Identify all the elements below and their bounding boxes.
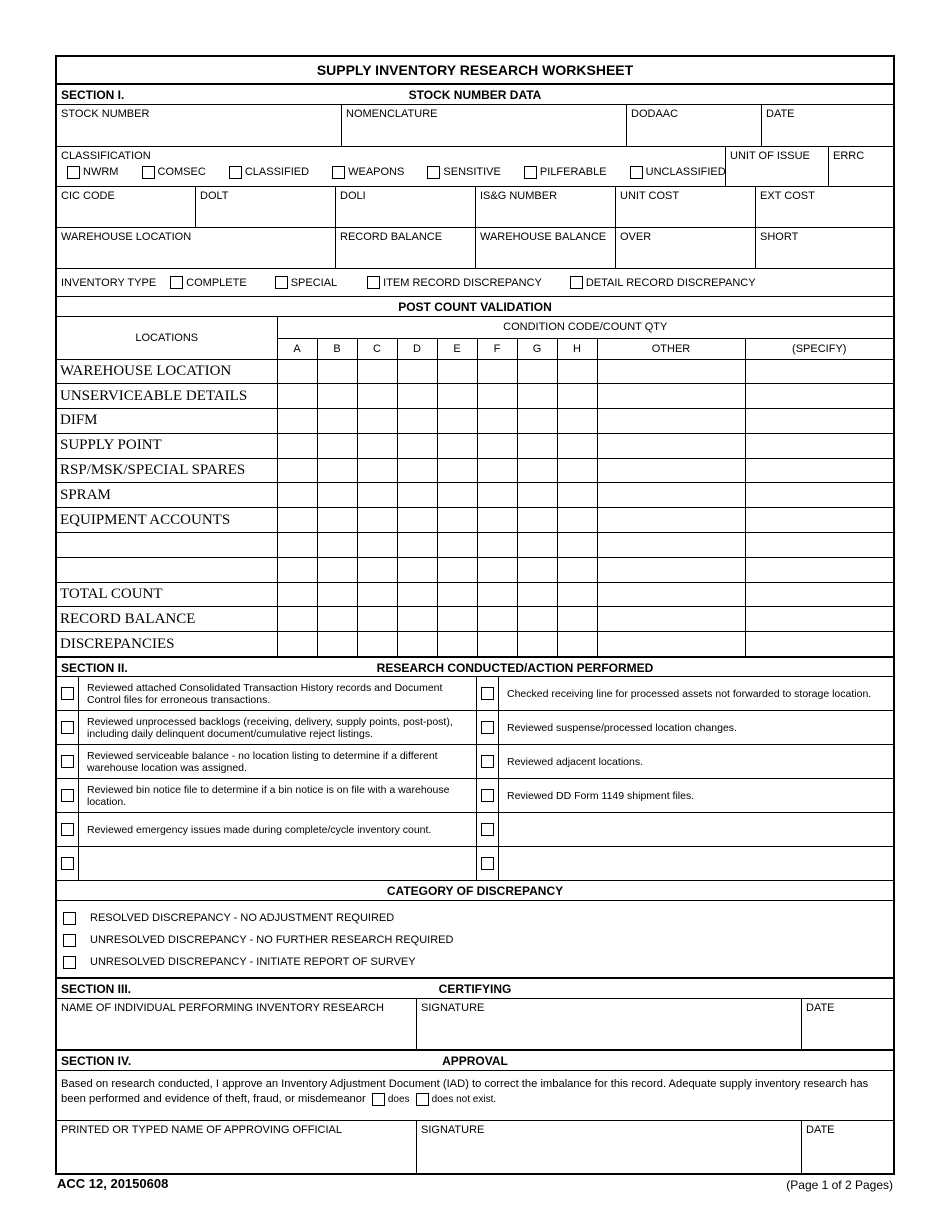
count-cell[interactable]	[477, 557, 517, 582]
isg-number-field[interactable]: IS&G NUMBER	[476, 187, 616, 227]
count-cell[interactable]	[317, 508, 357, 533]
location-label: WAREHOUSE LOCATION	[57, 359, 277, 384]
classification-option[interactable]: PILFERABLE	[524, 166, 607, 179]
count-cell[interactable]	[745, 483, 893, 508]
count-cell[interactable]	[357, 359, 397, 384]
category-header	[57, 881, 893, 901]
stock-number-field[interactable]: STOCK NUMBER	[57, 105, 342, 146]
research-checkbox[interactable]	[57, 779, 79, 812]
count-cell[interactable]	[557, 359, 597, 384]
does-not-checkbox-icon[interactable]	[416, 1093, 429, 1106]
checkbox-icon[interactable]	[63, 956, 76, 969]
warehouse-location-field[interactable]: WAREHOUSE LOCATION	[57, 228, 336, 268]
research-item-left: Reviewed bin notice file to determine if a bin notice is on file with a warehouse location.	[79, 779, 477, 812]
count-cell[interactable]	[357, 409, 397, 434]
checkbox-icon[interactable]	[61, 721, 74, 734]
section-3-title: CERTIFYING	[438, 982, 512, 997]
checkbox-icon[interactable]	[481, 823, 494, 836]
count-row	[57, 508, 893, 533]
count-cell[interactable]	[277, 433, 317, 458]
count-cell[interactable]	[317, 533, 357, 558]
checkbox-icon[interactable]	[63, 934, 76, 947]
count-cell[interactable]	[597, 384, 745, 409]
count-cell[interactable]	[517, 409, 557, 434]
column-header: A	[277, 338, 317, 359]
count-cell[interactable]	[745, 384, 893, 409]
unit-of-issue-field[interactable]: UNIT OF ISSUE	[726, 147, 829, 186]
over-field[interactable]: OVER	[616, 228, 756, 268]
approver-name-field[interactable]: PRINTED OR TYPED NAME OF APPROVING OFFICIAL	[57, 1121, 417, 1173]
ext-cost-field[interactable]: EXT COST	[760, 190, 815, 202]
count-cell[interactable]	[517, 533, 557, 558]
location-label: EQUIPMENT ACCOUNTS	[57, 508, 277, 533]
research-checkbox[interactable]	[477, 677, 499, 710]
count-row	[57, 557, 893, 582]
count-cell[interactable]	[557, 433, 597, 458]
count-cell[interactable]	[397, 433, 437, 458]
count-cell[interactable]	[437, 508, 477, 533]
checkbox-icon[interactable]	[630, 166, 643, 179]
column-header: H	[557, 338, 597, 359]
location-label: RSP/MSK/SPECIAL SPARES	[57, 458, 277, 483]
approval-statement: Based on research conducted, I approve an Inventory Adjustment Document (IAD) to correct the imbalance for this record. Adequate supply inventory research has been performed and evidence of theft, fraud, or misdemeanor does does not exist.	[57, 1071, 893, 1121]
count-cell[interactable]	[477, 433, 517, 458]
count-cell[interactable]	[597, 607, 745, 632]
location-label: SUPPLY POINT	[57, 433, 277, 458]
count-cell[interactable]	[357, 632, 397, 657]
count-cell[interactable]	[745, 433, 893, 458]
location-label: RECORD BALANCE	[57, 607, 277, 632]
form-id: ACC 12, 20150608	[57, 1176, 169, 1191]
research-row	[57, 813, 893, 847]
section-4-header	[57, 1051, 893, 1071]
count-cell[interactable]	[357, 384, 397, 409]
approver-date-field[interactable]: DATE	[806, 1124, 835, 1137]
category-option[interactable]: UNRESOLVED DISCREPANCY - NO FURTHER RESEARCH REQUIRED	[63, 929, 887, 951]
classification-option[interactable]: CLASSIFIED	[229, 166, 309, 179]
count-cell[interactable]	[745, 409, 893, 434]
checkbox-icon[interactable]	[229, 166, 242, 179]
location-label: TOTAL COUNT	[57, 582, 277, 607]
count-cell[interactable]	[477, 533, 517, 558]
inventory-research-form	[55, 55, 895, 1175]
count-cell[interactable]	[317, 359, 357, 384]
count-cell[interactable]	[597, 458, 745, 483]
count-cell[interactable]	[477, 607, 517, 632]
inventory-type-option[interactable]: SPECIAL	[275, 276, 337, 289]
count-row	[57, 582, 893, 607]
post-count-title: POST COUNT VALIDATION	[398, 300, 552, 314]
researcher-name-field[interactable]: NAME OF INDIVIDUAL PERFORMING INVENTORY RESEARCH	[57, 999, 417, 1049]
count-cell[interactable]	[357, 582, 397, 607]
count-cell[interactable]	[517, 359, 557, 384]
count-cell[interactable]	[357, 607, 397, 632]
count-cell[interactable]	[517, 433, 557, 458]
count-cell[interactable]	[557, 384, 597, 409]
cic-code-field[interactable]: CIC CODE	[57, 187, 196, 227]
count-cell[interactable]	[597, 433, 745, 458]
count-cell[interactable]	[477, 409, 517, 434]
count-cell[interactable]	[277, 409, 317, 434]
column-header: C	[357, 338, 397, 359]
count-cell[interactable]	[745, 508, 893, 533]
count-cell[interactable]	[437, 557, 477, 582]
count-cell[interactable]	[477, 632, 517, 657]
column-header: (SPECIFY)	[745, 338, 893, 359]
count-cell[interactable]	[317, 433, 357, 458]
count-cell[interactable]	[397, 483, 437, 508]
research-item-left: Reviewed attached Consolidated Transaction History records and Document Control files for erroneous transactions.	[79, 677, 477, 710]
errc-field[interactable]: ERRC	[833, 150, 865, 162]
location-label: DIFM	[57, 409, 277, 434]
count-cell[interactable]	[437, 483, 477, 508]
locations-header: LOCATIONS	[57, 317, 277, 359]
count-cell[interactable]	[437, 458, 477, 483]
count-row	[57, 409, 893, 434]
column-header: G	[517, 338, 557, 359]
count-cell[interactable]	[277, 607, 317, 632]
count-row	[57, 458, 893, 483]
count-cell[interactable]	[597, 533, 745, 558]
checkbox-icon[interactable]	[570, 276, 583, 289]
count-cell[interactable]	[397, 533, 437, 558]
count-cell[interactable]	[597, 508, 745, 533]
count-row	[57, 607, 893, 632]
count-cell[interactable]	[397, 557, 437, 582]
count-cell[interactable]	[745, 533, 893, 558]
research-checkbox[interactable]	[57, 745, 79, 778]
count-cell[interactable]	[597, 582, 745, 607]
count-cell[interactable]	[397, 409, 437, 434]
section-4-title: APPROVAL	[442, 1054, 508, 1069]
count-row	[57, 384, 893, 409]
count-cell[interactable]	[277, 483, 317, 508]
count-cell[interactable]	[277, 359, 317, 384]
inventory-type-option[interactable]: DETAIL RECORD DISCREPANCY	[570, 276, 756, 289]
checkbox-icon[interactable]	[67, 166, 80, 179]
count-cell[interactable]	[437, 359, 477, 384]
record-balance-field[interactable]: RECORD BALANCE	[336, 228, 476, 268]
classification-option[interactable]: UNCLASSIFIED	[630, 166, 726, 179]
research-item-left: Reviewed emergency issues made during complete/cycle inventory count.	[79, 813, 477, 846]
checkbox-icon[interactable]	[275, 276, 288, 289]
research-checkbox[interactable]	[57, 813, 79, 846]
count-cell[interactable]	[317, 483, 357, 508]
short-field[interactable]: SHORT	[760, 231, 799, 243]
count-cell[interactable]	[517, 508, 557, 533]
count-cell[interactable]	[277, 533, 317, 558]
count-cell[interactable]	[745, 632, 893, 657]
count-cell[interactable]	[357, 533, 397, 558]
checkbox-icon[interactable]	[481, 721, 494, 734]
count-cell[interactable]	[745, 557, 893, 582]
count-cell[interactable]	[745, 359, 893, 384]
count-cell[interactable]	[557, 508, 597, 533]
inventory-type-row	[57, 269, 893, 297]
checkbox-icon[interactable]	[332, 166, 345, 179]
checkbox-icon[interactable]	[61, 789, 74, 802]
classification-field	[57, 147, 726, 186]
count-cell[interactable]	[745, 458, 893, 483]
count-cell[interactable]	[397, 359, 437, 384]
count-cell[interactable]	[477, 458, 517, 483]
count-cell[interactable]	[277, 458, 317, 483]
column-header: B	[317, 338, 357, 359]
checkbox-icon[interactable]	[61, 857, 74, 870]
does-checkbox-icon[interactable]	[372, 1093, 385, 1106]
checkbox-icon[interactable]	[367, 276, 380, 289]
count-cell[interactable]	[357, 458, 397, 483]
count-cell[interactable]	[745, 607, 893, 632]
column-header: E	[437, 338, 477, 359]
classification-option[interactable]: WEAPONS	[332, 166, 404, 179]
count-cell[interactable]	[437, 533, 477, 558]
research-item-left: Reviewed serviceable balance - no location listing to determine if a different warehouse location was assigned.	[79, 745, 477, 778]
count-cell[interactable]	[597, 483, 745, 508]
count-cell[interactable]	[477, 483, 517, 508]
count-cell[interactable]	[397, 458, 437, 483]
count-cell[interactable]	[477, 359, 517, 384]
count-cell[interactable]	[317, 384, 357, 409]
count-row	[57, 359, 893, 384]
count-row	[57, 433, 893, 458]
count-cell[interactable]	[517, 557, 557, 582]
count-cell[interactable]	[517, 607, 557, 632]
count-cell[interactable]	[317, 582, 357, 607]
research-row	[57, 677, 893, 711]
research-checkbox[interactable]	[477, 813, 499, 846]
research-row	[57, 847, 893, 881]
inventory-type-label: INVENTORY TYPE	[61, 276, 157, 289]
count-cell[interactable]	[557, 607, 597, 632]
count-cell[interactable]	[397, 508, 437, 533]
count-cell[interactable]	[557, 533, 597, 558]
count-cell[interactable]	[277, 632, 317, 657]
count-cell[interactable]	[357, 508, 397, 533]
research-item-right: Reviewed adjacent locations.	[507, 755, 643, 768]
section-1-label: SECTION I.	[61, 88, 125, 102]
column-header: F	[477, 338, 517, 359]
researcher-date-field[interactable]: DATE	[806, 1002, 835, 1015]
column-header: OTHER	[597, 338, 745, 359]
count-cell[interactable]	[277, 384, 317, 409]
category-title: CATEGORY OF DISCREPANCY	[386, 884, 564, 899]
research-checkbox[interactable]	[57, 677, 79, 710]
count-cell[interactable]	[317, 632, 357, 657]
category-option[interactable]: UNRESOLVED DISCREPANCY - INITIATE REPORT OF SURVEY	[63, 951, 887, 973]
count-row	[57, 483, 893, 508]
count-table	[57, 317, 893, 657]
count-cell[interactable]	[517, 632, 557, 657]
count-cell[interactable]	[477, 384, 517, 409]
count-cell[interactable]	[357, 557, 397, 582]
count-cell[interactable]	[597, 359, 745, 384]
date-field[interactable]: DATE	[766, 108, 795, 120]
inventory-type-option[interactable]: ITEM RECORD DISCREPANCY	[367, 276, 542, 289]
dolt-field[interactable]: DOLT	[196, 187, 336, 227]
location-label	[57, 533, 277, 558]
classification-option[interactable]: SENSITIVE	[427, 166, 500, 179]
research-checkbox[interactable]	[477, 745, 499, 778]
checkbox-icon[interactable]	[481, 789, 494, 802]
count-cell[interactable]	[477, 508, 517, 533]
checkbox-icon[interactable]	[481, 687, 494, 700]
form-title: SUPPLY INVENTORY RESEARCH WORKSHEET	[57, 57, 893, 85]
count-cell[interactable]	[357, 483, 397, 508]
researcher-signature-field[interactable]: SIGNATURE	[417, 999, 802, 1049]
count-cell[interactable]	[397, 632, 437, 657]
section-1-header	[57, 85, 893, 105]
research-checkbox[interactable]	[477, 779, 499, 812]
research-checkbox[interactable]	[57, 847, 79, 880]
category-options	[57, 901, 893, 979]
section-2-header	[57, 657, 893, 677]
count-cell[interactable]	[437, 409, 477, 434]
count-cell[interactable]	[357, 433, 397, 458]
category-option[interactable]: RESOLVED DISCREPANCY - NO ADJUSTMENT REQUIRED	[63, 907, 887, 929]
research-row	[57, 745, 893, 779]
warehouse-balance-field[interactable]: WAREHOUSE BALANCE	[476, 228, 616, 268]
count-row	[57, 632, 893, 657]
count-cell[interactable]	[517, 384, 557, 409]
section-4-label: SECTION IV.	[61, 1054, 132, 1069]
unit-cost-field[interactable]: UNIT COST	[616, 187, 756, 227]
doli-field[interactable]: DOLI	[336, 187, 476, 227]
classification-option[interactable]: COMSEC	[142, 166, 206, 179]
approver-signature-field[interactable]: SIGNATURE	[417, 1121, 802, 1173]
research-item-right: Reviewed DD Form 1149 shipment files.	[507, 789, 695, 802]
count-cell[interactable]	[437, 384, 477, 409]
nomenclature-field[interactable]: NOMENCLATURE	[342, 105, 627, 146]
condition-header: CONDITION CODE/COUNT QTY	[277, 317, 893, 338]
count-row	[57, 533, 893, 558]
count-cell[interactable]	[517, 483, 557, 508]
section-2-label: SECTION II.	[61, 661, 128, 676]
location-label: SPRAM	[57, 483, 277, 508]
location-label	[57, 557, 277, 582]
count-cell[interactable]	[517, 582, 557, 607]
count-cell[interactable]	[397, 582, 437, 607]
count-cell[interactable]	[557, 483, 597, 508]
research-checkbox[interactable]	[477, 711, 499, 744]
checkbox-icon[interactable]	[61, 823, 74, 836]
column-header: D	[397, 338, 437, 359]
research-row	[57, 711, 893, 745]
count-cell[interactable]	[277, 508, 317, 533]
count-cell[interactable]	[437, 607, 477, 632]
count-cell[interactable]	[597, 557, 745, 582]
checkbox-icon[interactable]	[524, 166, 537, 179]
count-cell[interactable]	[557, 632, 597, 657]
inventory-type-option[interactable]: COMPLETE	[170, 276, 247, 289]
location-label: UNSERVICEABLE DETAILS	[57, 384, 277, 409]
checkbox-icon[interactable]	[427, 166, 440, 179]
count-cell[interactable]	[557, 458, 597, 483]
classification-options	[61, 166, 726, 183]
count-cell[interactable]	[557, 582, 597, 607]
classification-option[interactable]: NWRM	[67, 166, 118, 179]
research-item-right: Checked receiving line for processed assets not forwarded to storage location.	[507, 687, 872, 700]
post-count-header	[57, 297, 893, 317]
count-cell[interactable]	[597, 409, 745, 434]
count-cell[interactable]	[745, 582, 893, 607]
checkbox-icon[interactable]	[61, 687, 74, 700]
research-item-right: Reviewed suspense/processed location changes.	[507, 721, 737, 734]
checkbox-icon[interactable]	[142, 166, 155, 179]
section-2-title: RESEARCH CONDUCTED/ACTION PERFORMED	[376, 661, 654, 676]
research-checkbox[interactable]	[57, 711, 79, 744]
count-cell[interactable]	[597, 632, 745, 657]
section-1-title: STOCK NUMBER DATA	[408, 88, 542, 102]
section-3-header	[57, 979, 893, 999]
count-cell[interactable]	[517, 458, 557, 483]
classification-label: CLASSIFICATION	[61, 150, 151, 162]
research-checkbox[interactable]	[477, 847, 499, 880]
research-item-left	[79, 847, 477, 880]
checkbox-icon[interactable]	[481, 857, 494, 870]
page-indicator: (Page 1 of 2 Pages)	[786, 1178, 893, 1192]
count-cell[interactable]	[477, 582, 517, 607]
count-cell[interactable]	[437, 632, 477, 657]
count-cell[interactable]	[277, 582, 317, 607]
checkbox-icon[interactable]	[61, 755, 74, 768]
research-item-right	[499, 813, 893, 846]
count-cell[interactable]	[317, 409, 357, 434]
count-cell[interactable]	[317, 458, 357, 483]
count-cell[interactable]	[397, 607, 437, 632]
research-item-left: Reviewed unprocessed backlogs (receiving, delivery, supply points, post-post), including daily delinquent document/cumulative reject listings.	[79, 711, 477, 744]
checkbox-icon[interactable]	[481, 755, 494, 768]
count-cell[interactable]	[397, 384, 437, 409]
location-label: DISCREPANCIES	[57, 632, 277, 657]
research-item-right	[499, 847, 893, 880]
count-cell[interactable]	[317, 557, 357, 582]
checkbox-icon[interactable]	[170, 276, 183, 289]
count-cell[interactable]	[557, 557, 597, 582]
section-3-label: SECTION III.	[61, 982, 132, 997]
count-cell[interactable]	[277, 557, 317, 582]
dodaac-field[interactable]: DODAAC	[627, 105, 762, 146]
count-cell[interactable]	[317, 607, 357, 632]
count-cell[interactable]	[437, 582, 477, 607]
checkbox-icon[interactable]	[63, 912, 76, 925]
count-cell[interactable]	[557, 409, 597, 434]
count-cell[interactable]	[437, 433, 477, 458]
research-row	[57, 779, 893, 813]
